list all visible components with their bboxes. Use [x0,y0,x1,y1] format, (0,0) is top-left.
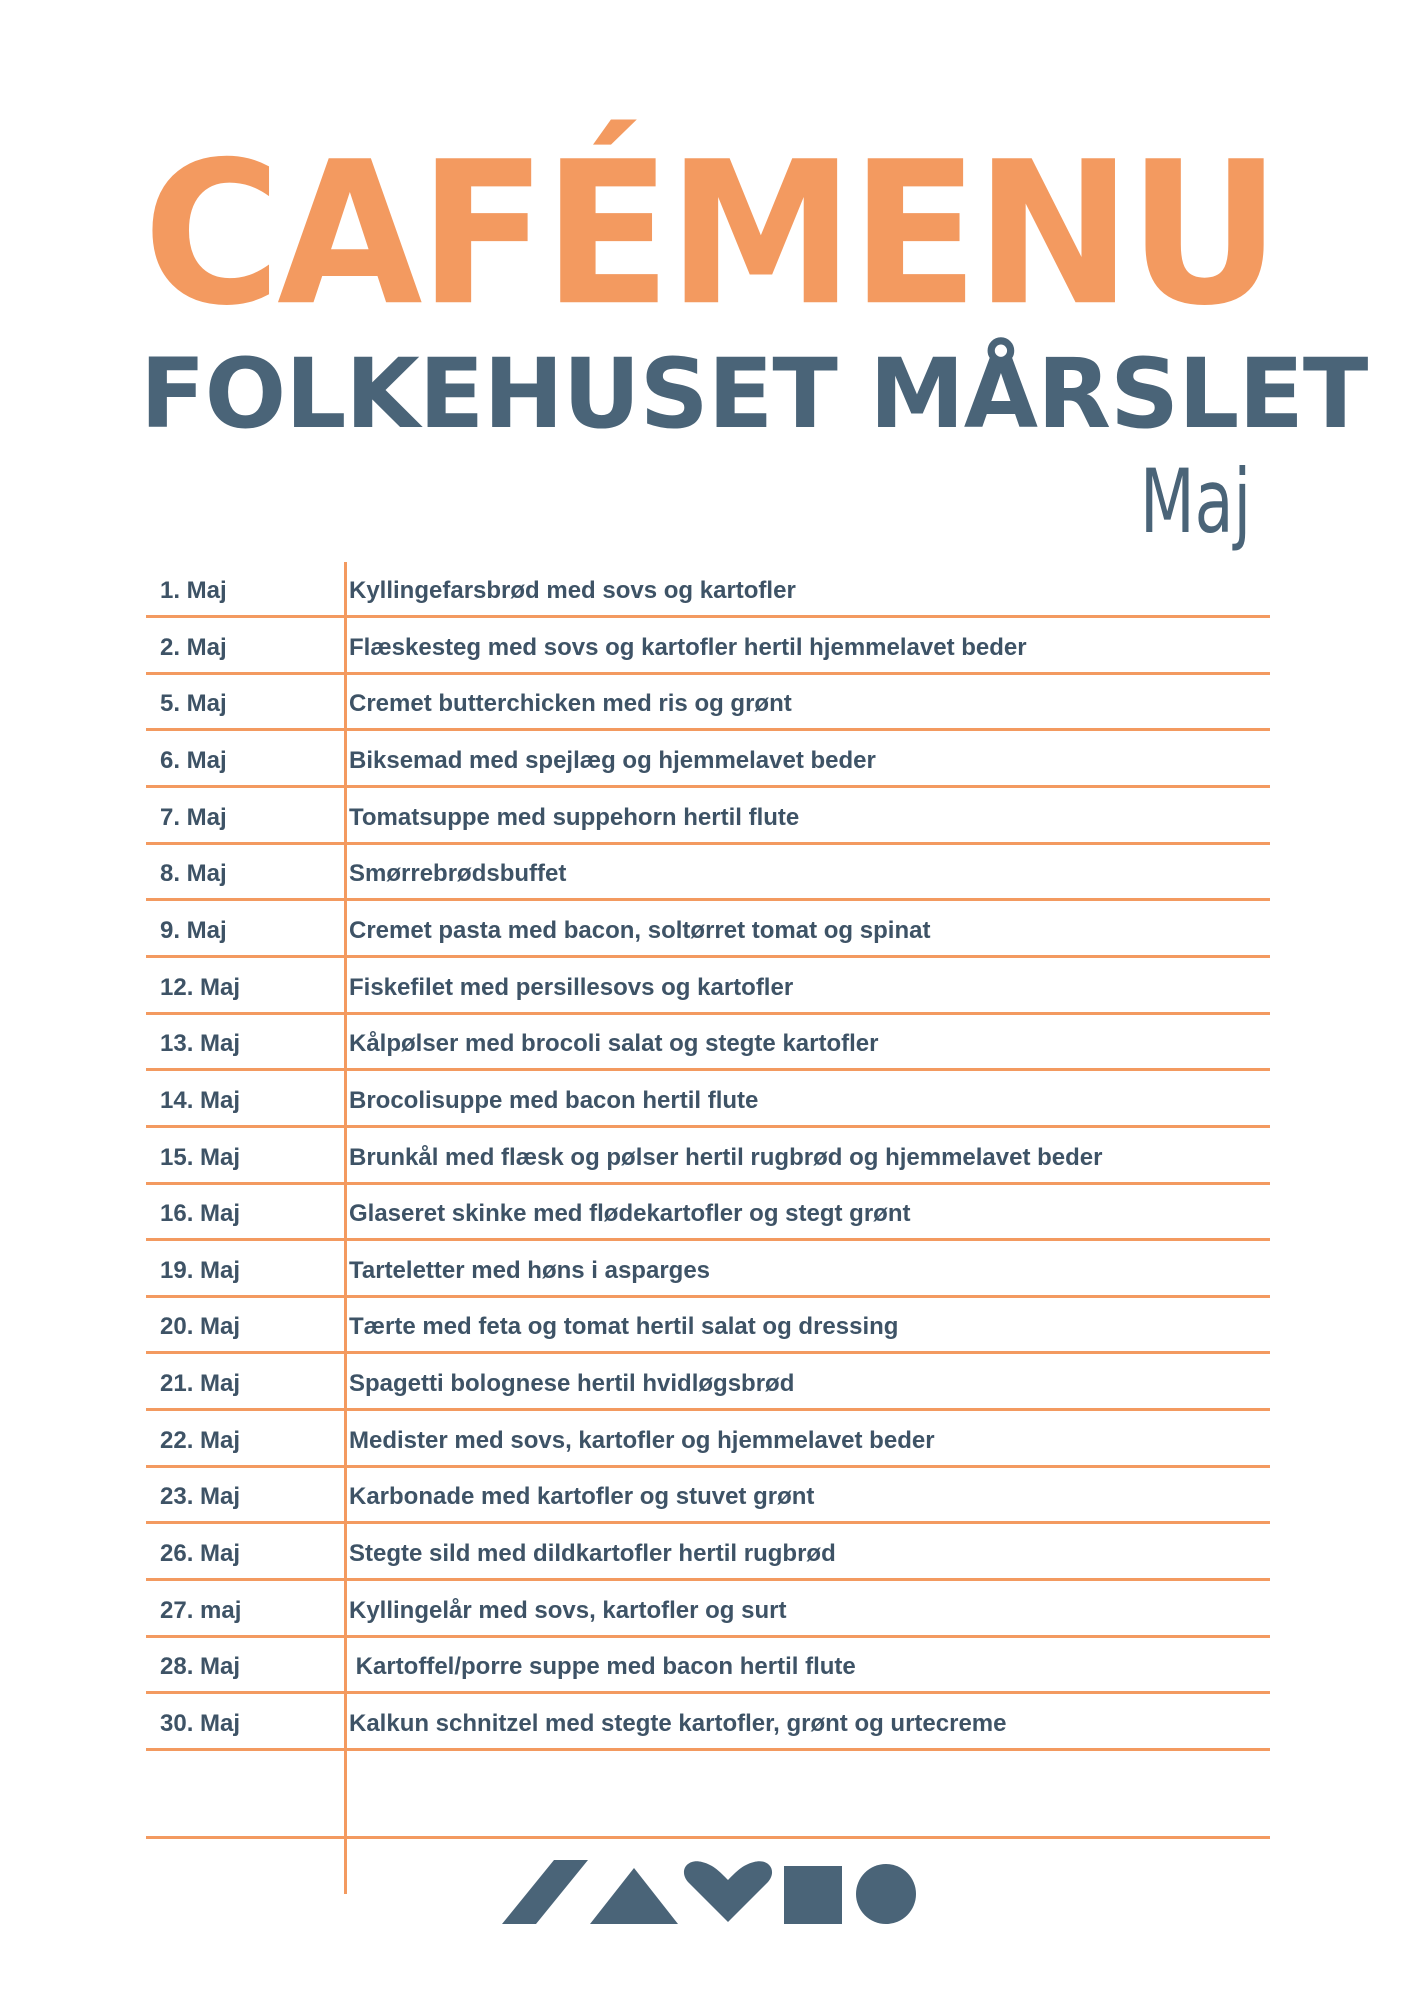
menu-date: 30. Maj [160,1710,241,1737]
menu-row [146,1072,1270,1128]
menu-date: 27. maj [160,1596,242,1624]
menu-date: 12. Maj [160,973,241,1001]
menu-date: 9. Maj [160,916,227,944]
month-label: Maj [1140,450,1252,553]
menu-row [146,789,1270,845]
menu-row [146,959,1270,1015]
menu-date: 14. Maj [160,1086,241,1114]
menu-date: 8. Maj [160,860,227,888]
menu-dish: Medister med sovs, kartofler og hjemmelavet beder [349,1426,935,1454]
menu-row [146,1695,1270,1751]
menu-date: 20. Maj [160,1313,241,1341]
menu-dish: Kalkun schnitzel med stegte kartofler, grønt og urtecreme [349,1710,1007,1737]
menu-dish: Kyllingefarsbrød med sovs og kartofler [349,577,796,604]
menu-date: 21. Maj [160,1370,241,1398]
menu-dish: Tærte med feta og tomat hertil salat og dressing [349,1313,899,1341]
menu-dish: Tarteletter med høns i asparges [349,1256,711,1284]
menu-row [146,1582,1270,1638]
page-title: CAFÉMENU [143,119,1277,350]
menu-row [146,1015,1270,1071]
triangle-shape [590,1868,678,1924]
menu-row [146,675,1270,731]
bottom-rule [146,1836,1270,1839]
menu-row [146,1468,1270,1524]
menu-row [146,1638,1270,1694]
menu-date: 23. Maj [160,1483,241,1511]
menu-date: 28. Maj [160,1653,241,1681]
menu-date: 7. Maj [160,803,227,831]
circle-shape [856,1864,916,1924]
menu-dish: Stegte sild med dildkartofler hertil rugbrød [349,1540,836,1568]
menu-date: 26. Maj [160,1540,241,1568]
menu-dish: Fiskefilet med persillesovs og kartofler [349,973,794,1001]
menu-dish: Smørrebrødsbuffet [349,860,567,888]
menu-date: 5. Maj [160,690,227,718]
menu-dish: Spagetti bolognese hertil hvidløgsbrød [349,1370,795,1398]
heart-shape [684,1861,772,1922]
menu-date: 16. Maj [160,1200,241,1228]
menu-row [146,1525,1270,1581]
menu-date: 2. Maj [160,633,227,661]
menu-date: 1. Maj [160,577,227,604]
menu-dish: Biksemad med spejlæg og hjemmelavet beder [349,746,876,774]
parallelogram-shape [502,1860,588,1924]
menu-dish: Tomatsuppe med suppehorn hertil flute [349,803,800,831]
menu-row [146,619,1270,675]
folkehuset-shapes-logo-icon [502,1860,918,1924]
menu-dish: Brocolisuppe med bacon hertil flute [349,1086,759,1114]
menu-date: 6. Maj [160,746,227,774]
menu-row [146,902,1270,958]
menu-date: 15. Maj [160,1143,241,1171]
menu-row [146,562,1270,618]
menu-date: 13. Maj [160,1030,241,1058]
menu-dish: Kyllingelår med sovs, kartofler og surt [349,1596,787,1624]
square-shape [784,1866,842,1924]
menu-dish: Karbonade med kartofler og stuvet grønt [349,1483,815,1511]
menu-dish: Flæskesteg med sovs og kartofler hertil hjemmelavet beder [349,633,1027,661]
menu-row [146,732,1270,788]
menu-row [146,1242,1270,1298]
menu-row [146,845,1270,901]
menu-dish: Cremet butterchicken med ris og grønt [349,690,792,718]
page-subtitle: FOLKEHUSET MÅRSLET [140,338,1368,450]
menu-row [146,1355,1270,1411]
menu-dish: Brunkål med flæsk og pølser hertil rugbrød og hjemmelavet beder [349,1143,1103,1171]
menu-dish: Kålpølser med brocoli salat og stegte kartofler [349,1030,879,1058]
menu-date: 22. Maj [160,1426,241,1454]
menu-row [146,1129,1270,1185]
menu-dish: Cremet pasta med bacon, soltørret tomat og spinat [349,916,931,944]
menu-dish: Kartoffel/porre suppe med bacon hertil flute [349,1653,856,1681]
menu-row [146,1298,1270,1354]
menu-row [146,1185,1270,1241]
menu-dish: Glaseret skinke med flødekartofler og stegt grønt [349,1200,911,1228]
menu-row [146,1412,1270,1468]
menu-date: 19. Maj [160,1256,241,1284]
